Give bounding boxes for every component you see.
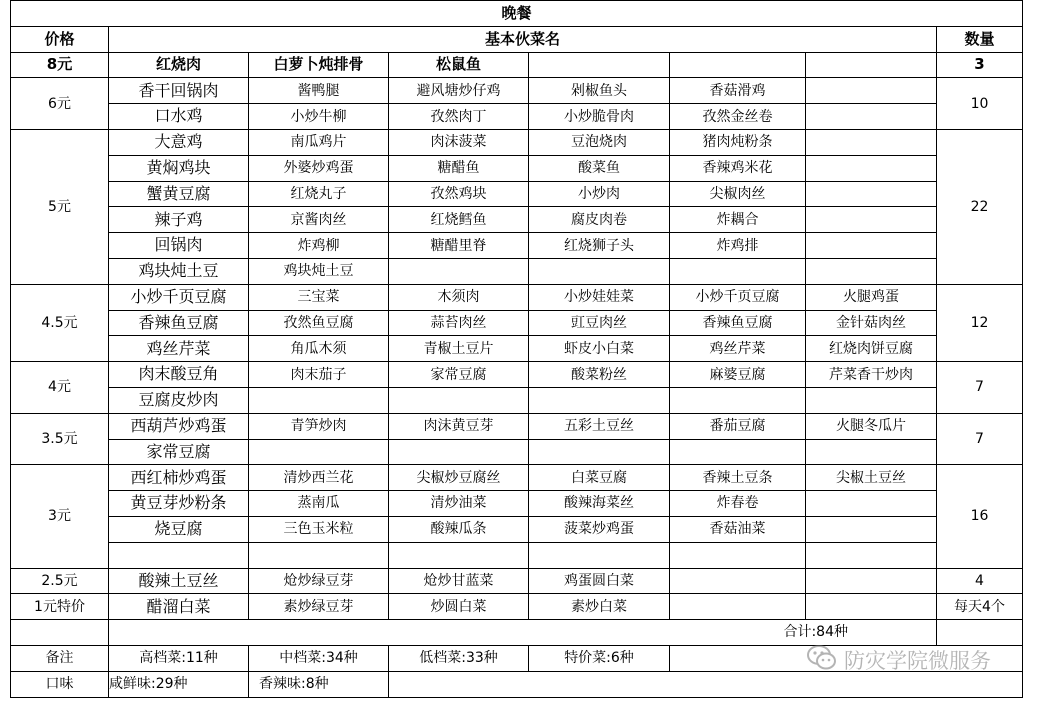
price-cell: 8元 — [11, 52, 109, 78]
empty-cell — [670, 258, 806, 284]
empty-cell — [529, 542, 670, 568]
count-cell: 7 — [937, 362, 1023, 414]
dish-cell: 小炒千页豆腐 — [670, 284, 806, 310]
dish-cell: 炸鸡柳 — [249, 233, 389, 259]
dish-cell: 小炒娃娃菜 — [529, 284, 670, 310]
dish-cell: 猪肉炖粉条 — [670, 129, 806, 155]
empty-cell — [389, 542, 529, 568]
empty-cell — [806, 129, 937, 155]
dish-cell: 小炒肉 — [529, 181, 670, 207]
dish-cell: 腐皮肉卷 — [529, 207, 670, 233]
empty-cell — [670, 439, 806, 465]
count-cell: 12 — [937, 284, 1023, 361]
price-cell: 1元特价 — [11, 594, 109, 620]
dish-cell: 肉末酸豆角 — [109, 362, 249, 388]
notes-label: 备注 — [11, 645, 109, 671]
dish-cell: 酸菜粉丝 — [529, 362, 670, 388]
empty-cell — [806, 568, 937, 594]
count-cell: 10 — [937, 78, 1023, 130]
empty-cell — [529, 258, 670, 284]
dish-cell: 豆腐皮炒肉 — [109, 387, 249, 413]
notes-item: 中档菜:34种 — [249, 645, 389, 671]
dish-cell: 香菇油菜 — [670, 516, 806, 542]
dish-cell: 蒸南瓜 — [249, 491, 389, 517]
table-row — [11, 568, 1023, 594]
dish-cell: 回锅肉 — [109, 233, 249, 259]
dish-cell: 素炒白菜 — [529, 594, 670, 620]
dish-cell: 红烧丸子 — [249, 181, 389, 207]
dish-cell: 木须肉 — [389, 284, 529, 310]
dish-cell: 孜然肉丁 — [389, 104, 529, 130]
header-dish-names: 基本伙菜名 — [109, 26, 937, 52]
table-row — [11, 52, 1023, 78]
dish-cell: 鸡丝芹菜 — [109, 336, 249, 362]
dish-cell: 三色玉米粒 — [249, 516, 389, 542]
dish-cell: 角瓜木须 — [249, 336, 389, 362]
empty-cell — [389, 387, 529, 413]
dish-cell: 外婆炒鸡蛋 — [249, 155, 389, 181]
empty-cell — [806, 78, 937, 104]
notes-item: 高档菜:11种 — [109, 645, 249, 671]
table-row — [11, 207, 1023, 233]
dish-cell: 家常豆腐 — [389, 362, 529, 388]
dish-cell: 小炒牛柳 — [249, 104, 389, 130]
menu-table — [10, 0, 1023, 698]
empty-cell — [670, 594, 806, 620]
empty-cell — [670, 52, 806, 78]
dish-cell: 酸辣土豆丝 — [109, 568, 249, 594]
wechat-icon — [806, 642, 838, 679]
empty-cell — [806, 52, 937, 78]
empty-cell — [806, 542, 937, 568]
dish-cell: 芹菜香干炒肉 — [806, 362, 937, 388]
dish-cell: 口水鸡 — [109, 104, 249, 130]
dish-cell: 金针菇肉丝 — [806, 310, 937, 336]
dish-cell: 鸡块炖土豆 — [109, 258, 249, 284]
dish-cell: 豇豆肉丝 — [529, 310, 670, 336]
dish-cell: 松鼠鱼 — [389, 52, 529, 78]
dish-cell: 香辣土豆条 — [670, 465, 806, 491]
dish-cell: 酸辣海菜丝 — [529, 491, 670, 517]
dish-cell: 肉末茄子 — [249, 362, 389, 388]
empty-cell — [806, 387, 937, 413]
dish-cell: 辣子鸡 — [109, 207, 249, 233]
table-row — [11, 155, 1023, 181]
count-cell: 4 — [937, 568, 1023, 594]
table-row — [11, 1, 1023, 27]
dish-cell: 黄焖鸡块 — [109, 155, 249, 181]
dish-cell: 青笋炒肉 — [249, 413, 389, 439]
dish-cell: 麻婆豆腐 — [670, 362, 806, 388]
table-row — [11, 542, 1023, 568]
table-row — [11, 491, 1023, 517]
count-cell: 7 — [937, 413, 1023, 465]
table-row — [11, 387, 1023, 413]
dish-cell: 炒圆白菜 — [389, 594, 529, 620]
dish-cell: 大意鸡 — [109, 129, 249, 155]
dish-cell: 肉沫菠菜 — [389, 129, 529, 155]
table-row — [11, 284, 1023, 310]
dish-cell: 酸辣瓜条 — [389, 516, 529, 542]
price-cell: 4.5元 — [11, 284, 109, 361]
empty-cell — [806, 516, 937, 542]
dish-cell: 鸡丝芹菜 — [670, 336, 806, 362]
empty-cell — [806, 594, 937, 620]
empty-cell — [670, 387, 806, 413]
price-cell: 6元 — [11, 78, 109, 130]
dish-cell: 红烧肉 — [109, 52, 249, 78]
empty-cell — [806, 439, 937, 465]
count-cell: 16 — [937, 465, 1023, 568]
dish-cell: 剁椒鱼头 — [529, 78, 670, 104]
taste-label: 口味 — [11, 671, 109, 697]
dish-cell: 蟹黄豆腐 — [109, 181, 249, 207]
dish-cell: 香干回锅肉 — [109, 78, 249, 104]
empty-cell — [806, 491, 937, 517]
price-cell: 3元 — [11, 465, 109, 568]
dish-cell: 鸡蛋圆白菜 — [529, 568, 670, 594]
dish-cell: 尖椒炒豆腐丝 — [389, 465, 529, 491]
price-cell: 3.5元 — [11, 413, 109, 465]
price-cell: 5元 — [11, 129, 109, 284]
watermark — [806, 640, 991, 680]
taste-item: 咸鲜味:29种 — [109, 671, 249, 697]
dish-cell: 五彩土豆丝 — [529, 413, 670, 439]
dish-cell: 香辣鱼豆腐 — [670, 310, 806, 336]
dish-cell: 炸春卷 — [670, 491, 806, 517]
dish-cell: 孜然金丝卷 — [670, 104, 806, 130]
dish-cell: 酸菜鱼 — [529, 155, 670, 181]
table-row — [11, 233, 1023, 259]
dish-cell: 清炒油菜 — [389, 491, 529, 517]
empty-cell — [389, 258, 529, 284]
table-row — [11, 439, 1023, 465]
empty-cell — [806, 155, 937, 181]
dish-cell: 火腿鸡蛋 — [806, 284, 937, 310]
empty-cell — [109, 542, 249, 568]
dish-cell: 避风塘炒仔鸡 — [389, 78, 529, 104]
empty-cell — [806, 207, 937, 233]
empty-cell — [806, 233, 937, 259]
dish-cell: 香辣鸡米花 — [670, 155, 806, 181]
empty-cell — [389, 439, 529, 465]
table-row — [11, 129, 1023, 155]
table-row — [11, 336, 1023, 362]
empty-cell — [806, 181, 937, 207]
empty-cell — [806, 258, 937, 284]
dish-cell: 炝炒绿豆芽 — [249, 568, 389, 594]
dish-cell: 蒜苔肉丝 — [389, 310, 529, 336]
table-row — [11, 181, 1023, 207]
price-cell: 2.5元 — [11, 568, 109, 594]
dish-cell: 火腿冬瓜片 — [806, 413, 937, 439]
dish-cell: 香辣鱼豆腐 — [109, 310, 249, 336]
dish-cell: 酱鸭腿 — [249, 78, 389, 104]
dish-cell: 豆泡烧肉 — [529, 129, 670, 155]
dish-cell: 西红柿炒鸡蛋 — [109, 465, 249, 491]
dish-cell: 红烧狮子头 — [529, 233, 670, 259]
notes-item: 低档菜:33种 — [389, 645, 529, 671]
dish-cell: 炸耦合 — [670, 207, 806, 233]
dish-cell: 孜然鱼豆腐 — [249, 310, 389, 336]
dish-cell: 红烧肉饼豆腐 — [806, 336, 937, 362]
header-count: 数量 — [937, 26, 1023, 52]
dish-cell: 醋溜白菜 — [109, 594, 249, 620]
empty-cell — [249, 387, 389, 413]
dish-cell: 青椒土豆片 — [389, 336, 529, 362]
empty-cell — [249, 542, 389, 568]
dish-cell: 炝炒甘蓝菜 — [389, 568, 529, 594]
dish-cell: 小炒脆骨肉 — [529, 104, 670, 130]
dish-cell: 尖椒肉丝 — [670, 181, 806, 207]
table-row — [11, 258, 1023, 284]
dish-cell: 虾皮小白菜 — [529, 336, 670, 362]
dish-cell: 肉沫黄豆芽 — [389, 413, 529, 439]
dish-cell: 菠菜炒鸡蛋 — [529, 516, 670, 542]
price-cell: 4元 — [11, 362, 109, 414]
sheet-title: 晚餐 — [11, 1, 1023, 27]
table-row — [11, 26, 1023, 52]
dish-cell: 鸡块炖土豆 — [249, 258, 389, 284]
dish-cell: 烧豆腐 — [109, 516, 249, 542]
dish-cell: 南瓜鸡片 — [249, 129, 389, 155]
taste-item: 香辣味:8种 — [249, 671, 389, 697]
table-row — [11, 594, 1023, 620]
empty-cell — [670, 568, 806, 594]
total-cell: 合计:84种 — [109, 620, 937, 646]
dish-cell: 炸鸡排 — [670, 233, 806, 259]
dish-cell: 西葫芦炒鸡蛋 — [109, 413, 249, 439]
count-cell: 每天4个 — [937, 594, 1023, 620]
dish-cell: 三宝菜 — [249, 284, 389, 310]
dish-cell: 家常豆腐 — [109, 439, 249, 465]
table-row — [11, 413, 1023, 439]
dish-cell: 红烧鳕鱼 — [389, 207, 529, 233]
empty-cell — [529, 52, 670, 78]
table-row — [11, 78, 1023, 104]
dish-cell: 白菜豆腐 — [529, 465, 670, 491]
empty-cell — [529, 387, 670, 413]
dish-cell: 黄豆芽炒粉条 — [109, 491, 249, 517]
count-cell: 22 — [937, 129, 1023, 284]
dish-cell: 白萝卜炖排骨 — [249, 52, 389, 78]
dish-cell: 番茄豆腐 — [670, 413, 806, 439]
dish-cell: 尖椒土豆丝 — [806, 465, 937, 491]
dish-cell: 素炒绿豆芽 — [249, 594, 389, 620]
dish-cell: 孜然鸡块 — [389, 181, 529, 207]
dish-cell: 糖醋鱼 — [389, 155, 529, 181]
dish-cell: 京酱肉丝 — [249, 207, 389, 233]
empty-cell — [11, 620, 109, 646]
dish-cell: 小炒千页豆腐 — [109, 284, 249, 310]
table-row — [11, 310, 1023, 336]
empty-cell — [249, 439, 389, 465]
header-price: 价格 — [11, 26, 109, 52]
dish-cell: 糖醋里脊 — [389, 233, 529, 259]
table-row — [11, 104, 1023, 130]
table-row — [11, 465, 1023, 491]
table-row — [11, 516, 1023, 542]
table-row — [11, 362, 1023, 388]
empty-cell — [670, 542, 806, 568]
empty-cell — [806, 104, 937, 130]
count-cell: 3 — [937, 52, 1023, 78]
dish-cell: 清炒西兰花 — [249, 465, 389, 491]
notes-item: 特价菜:6种 — [529, 645, 670, 671]
dish-cell: 香菇滑鸡 — [670, 78, 806, 104]
empty-cell — [529, 439, 670, 465]
watermark-text: 防灾学院微服务 — [844, 649, 991, 673]
